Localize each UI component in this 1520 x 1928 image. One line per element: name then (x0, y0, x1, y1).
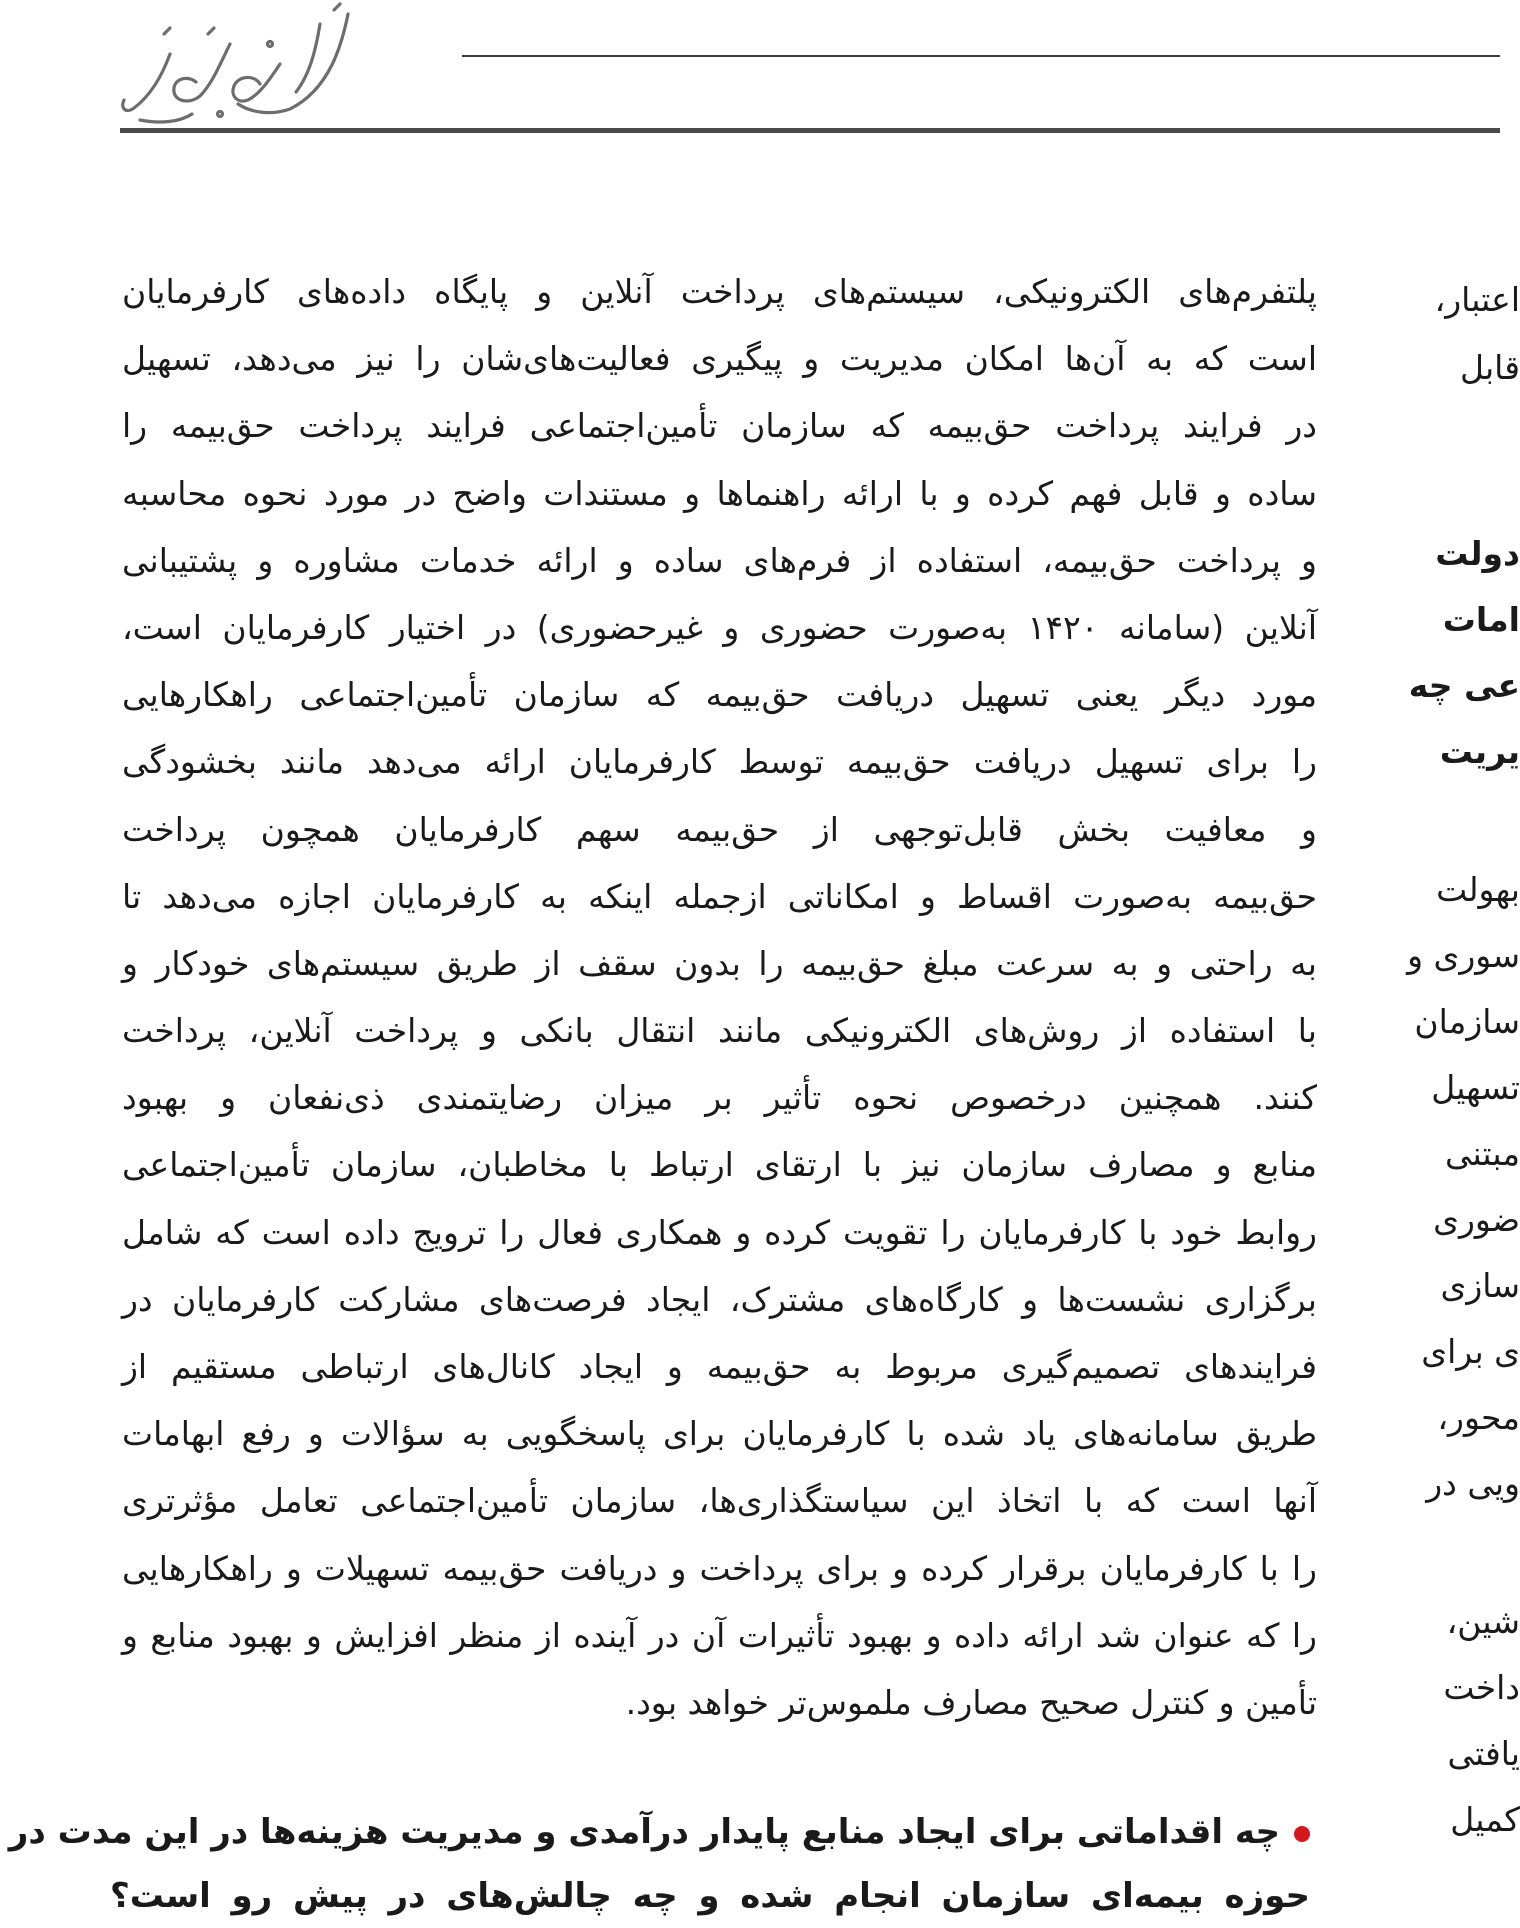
article-line: روابط خود با کارفرمایان را تقویت کرده و همکاری فعال را ترویج داده است که شامل (122, 1212, 1317, 1252)
side-fragment-bold: عی چه (1408, 666, 1520, 705)
article-line: طریق سامانه‌های یاد شده با کارفرمایان برای پاسخگویی به سؤالات و رفع ابهامات (122, 1414, 1317, 1454)
side-fragment: اعتبار، (1434, 280, 1520, 319)
article-line: و معافیت بخش قابل‌توجهی از حق‌بیمه سهم کارفرمایان همچون پرداخت (122, 809, 1317, 849)
article-main-column (122, 258, 1317, 1736)
side-fragment: کمیل (1450, 1800, 1520, 1839)
question-text-1: چه اقداماتی برای ایجاد منابع پایدار درآمدی و مدیریت هزینه‌ها در این مدت در (8, 1812, 1280, 1852)
red-bullet-icon (1294, 1826, 1310, 1842)
question-line-2: حوزه بیمه‌ای سازمان انجام شده و چه چالش‌های در پیش رو است؟ (110, 1876, 1310, 1916)
article-line: پلتفرم‌های الکترونیکی، سیستم‌های پرداخت آنلاین و پایگاه داده‌های کارفرمایان (122, 272, 1317, 311)
side-fragment: ویی در (1426, 1464, 1520, 1503)
article-line: حق‌بیمه به‌صورت اقساط و امکاناتی ازجمله اینکه به کارفرمایان اجازه می‌دهد تا (122, 876, 1317, 916)
article-line: در فرایند پرداخت حق‌بیمه که سازمان تأمین‌اجتماعی فرایند پرداخت حق‌بیمه را (122, 406, 1317, 446)
side-fragment: ی برای (1421, 1332, 1520, 1371)
article-line: را با کارفرمایان برقرار کرده و برای پرداخت و دریافت حق‌بیمه تسهیلات و راهکارهایی (122, 1548, 1317, 1588)
header-rule-thick (120, 128, 1500, 133)
side-fragment: مبتنی (1444, 1134, 1520, 1173)
magazine-logo (120, 4, 360, 134)
article-line: مورد دیگر یعنی تسهیل دریافت حق‌بیمه که سازمان تأمین‌اجتماعی راهکارهایی (122, 675, 1317, 715)
article-line: به راحتی و به سرعت مبلغ حق‌بیمه را بدون سقف از طریق سیستم‌های خودکار و (122, 943, 1317, 983)
article-line-last: تأمین و کنترل صحیح مصارف ملموس‌تر خواهد بود. (625, 1682, 1317, 1722)
side-fragment: سازمان (1414, 1002, 1520, 1041)
page-header (0, 0, 1500, 150)
side-fragment: تسهیل (1431, 1068, 1520, 1107)
side-fragment-bold: امات (1442, 600, 1520, 639)
article-line: و پرداخت حق‌بیمه، استفاده از فرم‌های ساده و ارائه خدمات مشاوره و پشتیبانی (122, 540, 1317, 580)
article-line: ساده و قابل فهم کرده و با ارائه راهنماها و مستندات واضح در مورد نحوه محاسبه (122, 473, 1317, 513)
article-line: را برای تسهیل دریافت حق‌بیمه توسط کارفرمایان ارائه می‌دهد مانند بخشودگی (122, 742, 1317, 782)
question-line-1 (8, 1800, 1310, 1864)
side-fragment: سازی (1440, 1266, 1520, 1305)
side-fragment: داخت (1443, 1668, 1520, 1707)
interview-question (8, 1800, 1310, 1928)
side-fragment: بهولت (1436, 870, 1520, 909)
svg-text:آتیه نو: آتیه نو (120, 4, 123, 5)
side-fragment: سوری و (1407, 936, 1520, 975)
article-line: منابع و مصارف سازمان نیز با ارتقای ارتباط با مخاطبان، سازمان تأمین‌اجتماعی (122, 1145, 1317, 1185)
side-fragment: یافتی (1447, 1734, 1520, 1773)
article-line: را که عنوان شد ارائه داده و بهبود تأثیرات آن در آینده از منظر افزایش و بهبود منابع و (122, 1615, 1317, 1655)
side-fragment-bold: دولت (1435, 534, 1520, 573)
article-line: برگزاری نشست‌ها و کارگاه‌های مشترک، ایجاد فرصت‌های مشارکت کارفرمایان در (122, 1279, 1317, 1319)
side-fragment: شین، (1446, 1602, 1520, 1641)
header-rule-thin (462, 55, 1500, 57)
side-fragment: محور، (1437, 1398, 1520, 1437)
article-line: کنند. همچنین درخصوص نحوه تأثیر بر میزان رضایتمندی ذی‌نفعان و بهبود (122, 1078, 1317, 1118)
article-line: با استفاده از روش‌های الکترونیکی مانند انتقال بانکی و پرداخت آنلاین، پرداخت (122, 1011, 1317, 1051)
article-line: فرایندهای تصمیم‌گیری مربوط به حق‌بیمه و ایجاد کانال‌های ارتباطی مستقیم از (122, 1347, 1317, 1386)
side-fragment: قابل (1459, 348, 1520, 387)
side-fragment-bold: یریت (1439, 732, 1520, 771)
adjacent-column-fragment (1407, 258, 1520, 1891)
side-fragment: ضوری (1433, 1200, 1520, 1239)
article-line: است که به آن‌ها امکان مدیریت و پیگیری فعالیت‌های‌شان را نیز می‌دهد، تسهیل (122, 339, 1317, 379)
article-line: آنها است که با اتخاذ این سیاستگذاری‌ها، سازمان تأمین‌اجتماعی تعامل مؤثرتری (122, 1481, 1317, 1521)
article-line: آنلاین (سامانه ۱۴۲۰ به‌صورت حضوری و غیرحضوری) در اختیار کارفرمایان است، (122, 607, 1318, 647)
